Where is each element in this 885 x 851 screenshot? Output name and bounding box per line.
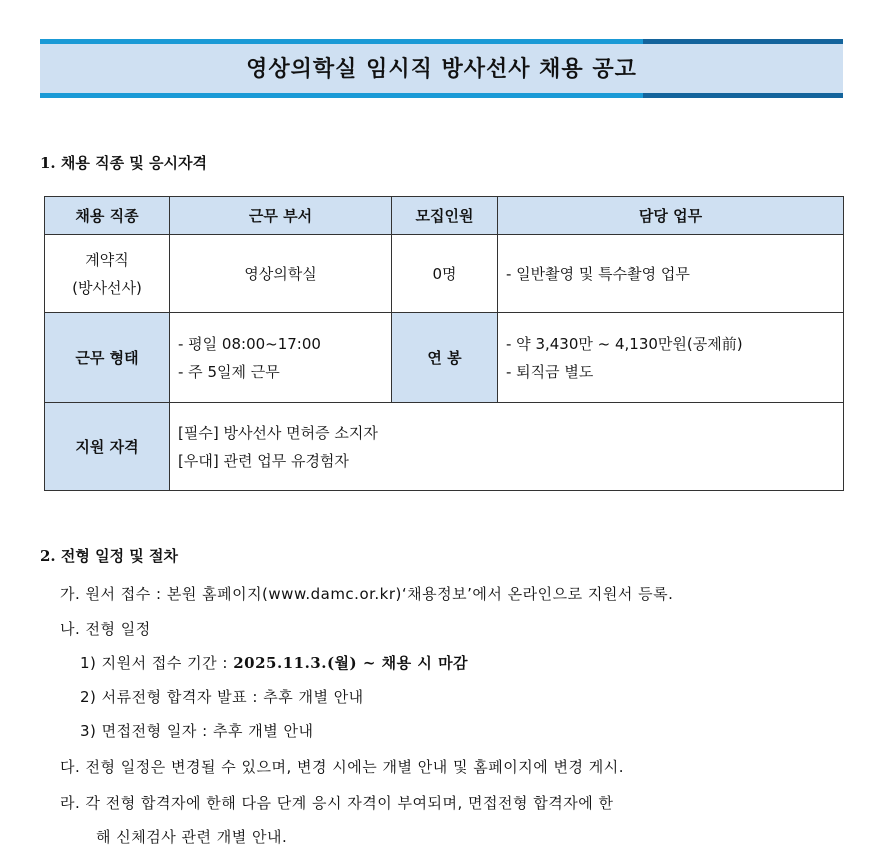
work-type-line1: - 평일 08:00~17:00 <box>178 334 321 353</box>
section1-title: 1. 채용 직종 및 응시자격 <box>40 154 207 172</box>
job-type-line1: 계약직 <box>85 250 129 269</box>
procedure-item-na3: 3) 면접전형 일자 : 추후 개별 안내 <box>80 722 314 740</box>
procedure-item-na: 나. 전형 일정 <box>60 620 151 638</box>
header-job-type: 채용 직종 <box>45 197 170 235</box>
na1-prefix: 1) 지원서 접수 기간 : <box>80 654 234 672</box>
na1-deadline: 2025.11.3.(월) ~ 채용 시 마감 <box>233 654 469 672</box>
job-type-line2: (방사선사) <box>72 278 142 297</box>
department-cell: 영상의학실 <box>170 235 392 313</box>
banner-top-bar <box>40 39 843 44</box>
salary-label: 연 봉 <box>392 313 498 403</box>
procedure-item-ga: 가. 원서 접수 : 본원 홈페이지(www.damc.or.kr)‘채용정보’에서 온라인으로 지원서 등록. <box>60 585 674 603</box>
qualification-label: 지원 자격 <box>45 403 170 491</box>
qualification-cell <box>170 403 844 491</box>
work-type-label: 근무 형태 <box>45 313 170 403</box>
duty-cell: - 일반촬영 및 특수촬영 업무 <box>498 235 844 313</box>
section2-title: 2. 전형 일정 및 절차 <box>40 547 178 565</box>
header-headcount: 모집인원 <box>392 197 498 235</box>
procedure-item-ra-line1: 라. 각 전형 합격자에 한해 다음 단계 응시 자격이 부여되며, 면접전형 합격자에 한 <box>60 794 614 812</box>
header-duty: 담당 업무 <box>498 197 844 235</box>
table-row-position <box>45 235 844 313</box>
page-title: 영상의학실 임시직 방사선사 채용 공고 <box>246 56 637 82</box>
procedure-item-na1 <box>80 652 468 673</box>
salary-line1: - 약 3,430만 ~ 4,130만원(공제前) <box>506 334 743 353</box>
table-row-qualifications <box>45 403 844 491</box>
headcount-cell: 0명 <box>392 235 498 313</box>
work-type-line2: - 주 5일제 근무 <box>178 362 280 381</box>
salary-cell <box>498 313 844 403</box>
job-type-cell <box>45 235 170 313</box>
header-department: 근무 부서 <box>170 197 392 235</box>
banner-bottom-bar <box>40 93 843 98</box>
table-header-row <box>45 197 844 235</box>
procedure-item-ra-line2: 해 신체검사 관련 개별 안내. <box>96 828 288 846</box>
table-row-conditions <box>45 313 844 403</box>
qualification-line1: [필수] 방사선사 면허증 소지자 <box>178 423 378 442</box>
qualification-line2: [우대] 관련 업무 유경험자 <box>178 451 349 470</box>
procedure-item-na2: 2) 서류전형 합격자 발표 : 추후 개별 안내 <box>80 688 364 706</box>
salary-line2: - 퇴직금 별도 <box>506 362 594 381</box>
title-banner <box>40 39 843 98</box>
job-info-table <box>44 196 844 491</box>
work-type-cell <box>170 313 392 403</box>
procedure-item-da: 다. 전형 일정은 변경될 수 있으며, 변경 시에는 개별 안내 및 홈페이지에 변경 게시. <box>60 758 624 776</box>
